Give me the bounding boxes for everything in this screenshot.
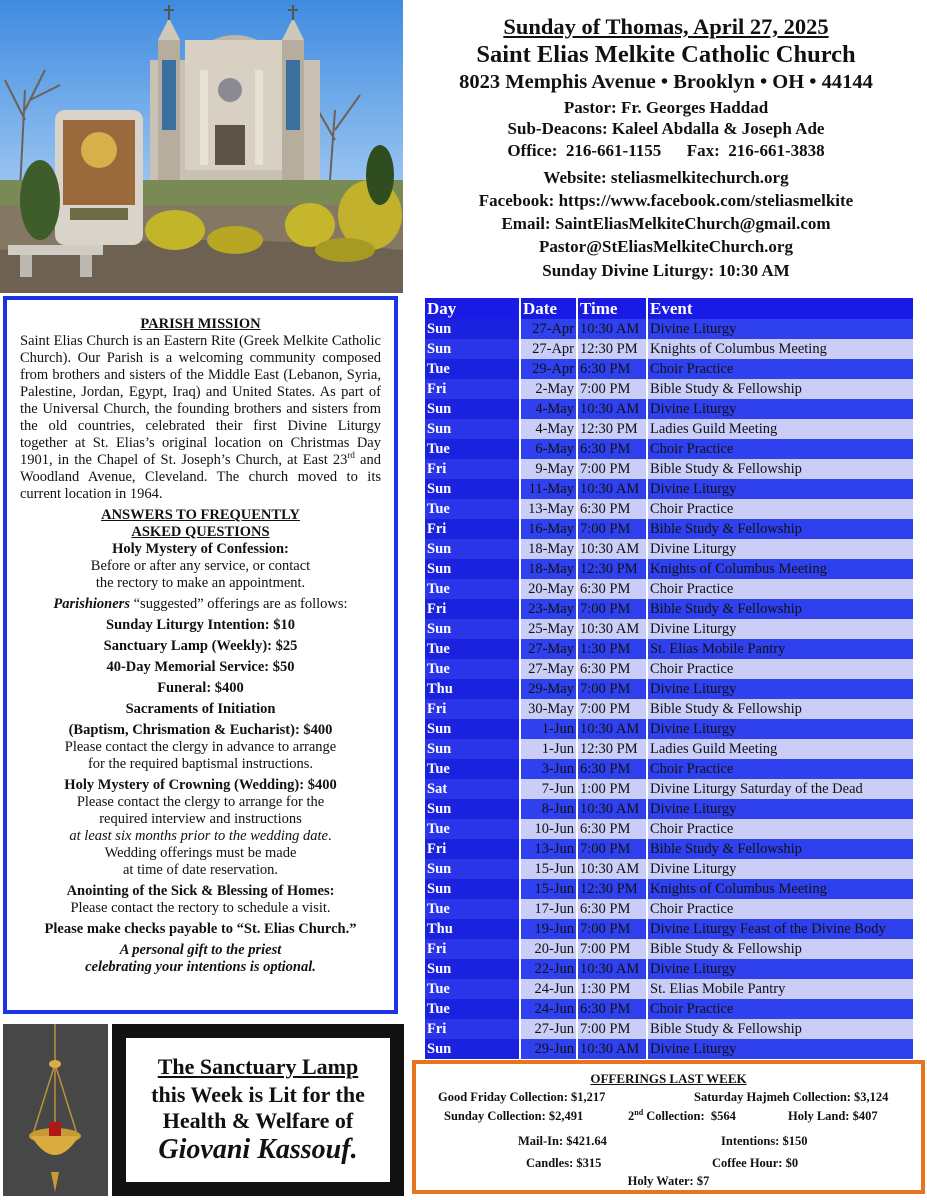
- event-name: Choir Practice: [648, 759, 915, 779]
- schedule-row: [425, 979, 915, 999]
- event-name: Choir Practice: [648, 499, 915, 519]
- event-date: 7-Jun: [521, 779, 578, 799]
- event-time: 6:30 PM: [578, 759, 648, 779]
- event-name: Divine Liturgy: [648, 679, 915, 699]
- sacraments-heading: Sacraments of Initiation: [125, 701, 276, 717]
- event-day: Tue: [425, 819, 521, 839]
- offering-funeral: Funeral: $400: [157, 680, 244, 696]
- checks-note: Please make checks payable to “St. Elias Church.”: [44, 921, 357, 937]
- schedule-row: [425, 359, 915, 379]
- bulletin-header: [405, 0, 927, 293]
- event-day: Sun: [425, 879, 521, 899]
- event-time: 7:00 PM: [578, 699, 648, 719]
- event-name: Divine Liturgy Saturday of the Dead: [648, 779, 915, 799]
- event-date: 18-May: [521, 559, 578, 579]
- schedule-row: [425, 539, 915, 559]
- event-name: Choir Practice: [648, 659, 915, 679]
- schedule-row: [425, 819, 915, 839]
- event-time: 7:00 PM: [578, 1019, 648, 1039]
- sacraments-text-1: Please contact the clergy in advance to arrange: [64, 739, 337, 755]
- event-date: 29-Jun: [521, 1039, 578, 1059]
- event-name: Divine Liturgy: [648, 959, 915, 979]
- gift-note-1: A personal gift to the priest: [119, 942, 282, 958]
- event-date: 13-Jun: [521, 839, 578, 859]
- event-date: 18-May: [521, 539, 578, 559]
- event-date: 6-May: [521, 439, 578, 459]
- event-name: Divine Liturgy: [648, 479, 915, 499]
- event-name: Divine Liturgy: [648, 719, 915, 739]
- church-name: Saint Elias Melkite Catholic Church: [476, 41, 856, 68]
- event-time: 7:00 PM: [578, 599, 648, 619]
- schedule-row: [425, 779, 915, 799]
- event-day: Fri: [425, 519, 521, 539]
- event-day: Tue: [425, 579, 521, 599]
- schedule-row: [425, 939, 915, 959]
- event-name: Choir Practice: [648, 359, 915, 379]
- event-time: 10:30 AM: [578, 539, 648, 559]
- event-name: Bible Study & Fellowship: [648, 1019, 915, 1039]
- wedding-text-4: Wedding offerings must be made: [104, 845, 297, 861]
- event-time: 10:30 AM: [578, 859, 648, 879]
- wedding-text-3: at least six months prior to the wedding date.: [69, 828, 332, 844]
- event-name: St. Elias Mobile Pantry: [648, 979, 915, 999]
- schedule-row: [425, 339, 915, 359]
- event-day: Sun: [425, 319, 521, 339]
- event-name: Knights of Columbus Meeting: [648, 879, 915, 899]
- event-name: Bible Study & Fellowship: [648, 519, 915, 539]
- event-date: 15-Jun: [521, 859, 578, 879]
- gift-note-2: celebrating your intentions is optional.: [85, 959, 316, 975]
- event-day: Sun: [425, 619, 521, 639]
- event-time: 6:30 PM: [578, 899, 648, 919]
- event-date: 20-Jun: [521, 939, 578, 959]
- offering-intention: Sunday Liturgy Intention: $10: [106, 617, 295, 633]
- liturgy-time-line: Sunday Divine Liturgy: 10:30 AM: [542, 261, 790, 280]
- event-day: Fri: [425, 1019, 521, 1039]
- event-date: 4-May: [521, 399, 578, 419]
- schedule-row: [425, 879, 915, 899]
- event-name: Choir Practice: [648, 439, 915, 459]
- lamp-line-3: Health & Welfare of: [162, 1108, 354, 1133]
- schedule-row: [425, 899, 915, 919]
- schedule-row: [425, 679, 915, 699]
- wedding-text-1: Please contact the clergy to arrange for the: [76, 794, 325, 810]
- event-day: Tue: [425, 359, 521, 379]
- offering-good-friday: Good Friday Collection: $1,217: [438, 1090, 606, 1104]
- event-day: Tue: [425, 499, 521, 519]
- facebook-line[interactable]: Facebook: https://www.facebook.com/steliasmelkite: [478, 191, 854, 210]
- offering-holy-land: Holy Land: $407: [788, 1109, 878, 1123]
- event-time: 10:30 AM: [578, 319, 648, 339]
- event-date: 27-Jun: [521, 1019, 578, 1039]
- event-day: Tue: [425, 659, 521, 679]
- lamp-honoree: Giovani Kassouf.: [158, 1134, 358, 1165]
- schedule-row: [425, 659, 915, 679]
- event-date: 29-May: [521, 679, 578, 699]
- event-time: 6:30 PM: [578, 999, 648, 1019]
- event-name: Divine Liturgy: [648, 619, 915, 639]
- event-time: 10:30 AM: [578, 959, 648, 979]
- event-time: 12:30 PM: [578, 419, 648, 439]
- header-date: Date: [521, 298, 578, 319]
- event-time: 6:30 PM: [578, 819, 648, 839]
- sanctuary-lamp-dedication: [126, 1038, 390, 1182]
- event-time: 10:30 AM: [578, 479, 648, 499]
- offerings-title: OFFERINGS LAST WEEK: [590, 1071, 747, 1086]
- event-time: 6:30 PM: [578, 439, 648, 459]
- schedule-row: [425, 859, 915, 879]
- sub-deacons-line: Sub-Deacons: Kaleel Abdalla & Joseph Ade: [507, 119, 825, 138]
- offerings-box: [412, 1060, 925, 1194]
- event-time: 6:30 PM: [578, 499, 648, 519]
- event-time: 1:00 PM: [578, 779, 648, 799]
- event-name: Choir Practice: [648, 999, 915, 1019]
- event-date: 1-Jun: [521, 719, 578, 739]
- schedule-row: [425, 959, 915, 979]
- event-date: 2-May: [521, 379, 578, 399]
- event-time: 6:30 PM: [578, 659, 648, 679]
- event-date: 1-Jun: [521, 739, 578, 759]
- event-day: Fri: [425, 699, 521, 719]
- event-day: Fri: [425, 599, 521, 619]
- events-schedule-table: [425, 298, 915, 1059]
- schedule-row: [425, 499, 915, 519]
- event-time: 1:30 PM: [578, 979, 648, 999]
- event-name: Divine Liturgy: [648, 799, 915, 819]
- anointing-heading: Anointing of the Sick & Blessing of Homes:: [66, 883, 335, 899]
- event-name: Bible Study & Fellowship: [648, 379, 915, 399]
- offering-sunday: Sunday Collection: $2,491: [444, 1109, 584, 1123]
- event-time: 6:30 PM: [578, 579, 648, 599]
- event-day: Sun: [425, 799, 521, 819]
- event-date: 27-May: [521, 659, 578, 679]
- schedule-row: [425, 579, 915, 599]
- offering-second: 2nd Collection: $564: [628, 1107, 736, 1123]
- schedule-row: [425, 639, 915, 659]
- schedule-row: [425, 319, 915, 339]
- event-time: 7:00 PM: [578, 919, 648, 939]
- sanctuary-lamp-frame: [112, 1024, 404, 1196]
- church-photo: [0, 0, 403, 293]
- schedule-row: [425, 399, 915, 419]
- event-day: Sun: [425, 859, 521, 879]
- schedule-row: [425, 1019, 915, 1039]
- offering-coffee: Coffee Hour: $0: [712, 1156, 799, 1170]
- event-date: 27-May: [521, 639, 578, 659]
- offering-hajmeh: Saturday Hajmeh Collection: $3,124: [694, 1090, 889, 1104]
- schedule-row: [425, 619, 915, 639]
- offering-lamp: Sanctuary Lamp (Weekly): $25: [103, 638, 298, 654]
- schedule-row: [425, 519, 915, 539]
- offering-memorial: 40-Day Memorial Service: $50: [106, 659, 295, 675]
- event-day: Tue: [425, 899, 521, 919]
- schedule-row: [425, 839, 915, 859]
- event-day: Sat: [425, 779, 521, 799]
- event-day: Sun: [425, 479, 521, 499]
- event-date: 24-Jun: [521, 999, 578, 1019]
- lamp-line-1: The Sanctuary Lamp: [157, 1054, 359, 1079]
- event-name: Divine Liturgy: [648, 399, 915, 419]
- header-event: Event: [648, 298, 915, 319]
- event-date: 15-Jun: [521, 879, 578, 899]
- event-day: Thu: [425, 679, 521, 699]
- schedule-row: [425, 919, 915, 939]
- event-time: 10:30 AM: [578, 619, 648, 639]
- bulletin-date-title: Sunday of Thomas, April 27, 2025: [503, 14, 829, 39]
- schedule-row: [425, 999, 915, 1019]
- event-day: Sun: [425, 539, 521, 559]
- event-date: 4-May: [521, 419, 578, 439]
- event-day: Sun: [425, 559, 521, 579]
- event-time: 10:30 AM: [578, 719, 648, 739]
- schedule-row: [425, 599, 915, 619]
- schedule-row: [425, 379, 915, 399]
- pastor-email-line[interactable]: Pastor@StEliasMelkiteChurch.org: [539, 237, 793, 256]
- schedule-row: [425, 559, 915, 579]
- confession-text-2: the rectory to make an appointment.: [95, 575, 306, 591]
- header-day: Day: [425, 298, 521, 319]
- event-date: 11-May: [521, 479, 578, 499]
- website-line[interactable]: Website: steliasmelkitechurch.org: [543, 168, 789, 187]
- schedule-row: [425, 799, 915, 819]
- event-name: Choir Practice: [648, 579, 915, 599]
- event-date: 19-Jun: [521, 919, 578, 939]
- event-time: 12:30 PM: [578, 739, 648, 759]
- faq-title-2: ASKED QUESTIONS: [131, 524, 270, 540]
- faq-title-1: ANSWERS TO FREQUENTLY: [101, 507, 300, 523]
- event-time: 7:00 PM: [578, 939, 648, 959]
- event-date: 23-May: [521, 599, 578, 619]
- schedule-row: [425, 419, 915, 439]
- event-date: 16-May: [521, 519, 578, 539]
- schedule-row: [425, 479, 915, 499]
- event-date: 17-Jun: [521, 899, 578, 919]
- event-day: Fri: [425, 839, 521, 859]
- event-name: Divine Liturgy: [648, 539, 915, 559]
- event-name: Choir Practice: [648, 819, 915, 839]
- event-date: 24-Jun: [521, 979, 578, 999]
- event-day: Tue: [425, 999, 521, 1019]
- event-day: Sun: [425, 339, 521, 359]
- event-time: 12:30 PM: [578, 879, 648, 899]
- header-time: Time: [578, 298, 648, 319]
- event-name: Ladies Guild Meeting: [648, 419, 915, 439]
- event-time: 10:30 AM: [578, 799, 648, 819]
- event-day: Sun: [425, 419, 521, 439]
- sacraments-sub: (Baptism, Chrismation & Eucharist): $400: [68, 722, 333, 738]
- wedding-heading: Holy Mystery of Crowning (Wedding): $400: [64, 777, 337, 793]
- event-time: 7:00 PM: [578, 679, 648, 699]
- event-day: Tue: [425, 639, 521, 659]
- event-day: Fri: [425, 939, 521, 959]
- church-address: 8023 Memphis Avenue • Brooklyn • OH • 44144: [459, 71, 873, 93]
- event-name: Bible Study & Fellowship: [648, 839, 915, 859]
- confession-text-1: Before or after any service, or contact: [90, 558, 311, 574]
- event-name: Knights of Columbus Meeting: [648, 339, 915, 359]
- pastor-line: Pastor: Fr. Georges Haddad: [563, 98, 769, 117]
- event-date: 30-May: [521, 699, 578, 719]
- offering-holy-water: Holy Water: $7: [627, 1174, 710, 1188]
- event-day: Sun: [425, 399, 521, 419]
- mission-title: PARISH MISSION: [140, 316, 261, 332]
- anointing-text: Please contact the rectory to schedule a visit.: [70, 900, 331, 916]
- schedule-row: [425, 1039, 915, 1059]
- event-day: Tue: [425, 979, 521, 999]
- wedding-text-5: at time of date reservation.: [122, 862, 278, 878]
- schedule-header-row: [425, 298, 915, 319]
- wedding-text-2: required interview and instructions: [99, 811, 302, 827]
- offering-mail-in: Mail-In: $421.64: [518, 1134, 607, 1148]
- event-time: 6:30 PM: [578, 359, 648, 379]
- schedule-row: [425, 719, 915, 739]
- event-date: 10-Jun: [521, 819, 578, 839]
- event-date: 13-May: [521, 499, 578, 519]
- event-time: 12:30 PM: [578, 339, 648, 359]
- event-time: 7:00 PM: [578, 379, 648, 399]
- event-time: 7:00 PM: [578, 459, 648, 479]
- event-date: 27-Apr: [521, 339, 578, 359]
- event-name: Knights of Columbus Meeting: [648, 559, 915, 579]
- office-fax-line: Office: 216-661-1155 Fax: 216-661-3838: [507, 141, 825, 160]
- offering-intentions: Intentions: $150: [721, 1134, 808, 1148]
- event-day: Sun: [425, 719, 521, 739]
- event-time: 1:30 PM: [578, 639, 648, 659]
- event-name: St. Elias Mobile Pantry: [648, 639, 915, 659]
- offering-candles: Candles: $315: [526, 1156, 602, 1170]
- event-day: Fri: [425, 459, 521, 479]
- event-time: 10:30 AM: [578, 1039, 648, 1059]
- event-date: 3-Jun: [521, 759, 578, 779]
- mission-paragraph: Saint Elias Church is an Eastern Rite (Greek Melkite Catholic Church). Our Parish is a welcoming community composed from brothers and sisters of the Middle East (Lebanon, Syria, Palestine, Jordan, Egypt, Iraq) and United States. As part of the Universal Church, the founding brothers and sisters from the old countries, celebrated their first Divine Liturgy together at St. Elias’s original location on Christmas Day 1901, in the Chapel of St. Joseph’s Church, at East 23rd and Woodland Avenue, Cleveland. The church moved to its current location in 1964.: [20, 333, 381, 502]
- event-date: 20-May: [521, 579, 578, 599]
- event-name: Divine Liturgy: [648, 859, 915, 879]
- email-line[interactable]: Email: SaintEliasMelkiteChurch@gmail.com: [501, 214, 831, 233]
- parishioners-offerings: Parishioners “suggested” offerings are as follows:: [53, 596, 348, 612]
- event-date: 25-May: [521, 619, 578, 639]
- event-name: Divine Liturgy: [648, 1039, 915, 1059]
- event-name: Bible Study & Fellowship: [648, 599, 915, 619]
- event-date: 9-May: [521, 459, 578, 479]
- event-time: 7:00 PM: [578, 839, 648, 859]
- event-date: 29-Apr: [521, 359, 578, 379]
- event-name: Bible Study & Fellowship: [648, 939, 915, 959]
- event-time: 7:00 PM: [578, 519, 648, 539]
- event-name: Bible Study & Fellowship: [648, 699, 915, 719]
- event-time: 12:30 PM: [578, 559, 648, 579]
- event-name: Ladies Guild Meeting: [648, 739, 915, 759]
- schedule-row: [425, 459, 915, 479]
- schedule-row: [425, 699, 915, 719]
- parish-mission-box: [3, 296, 398, 1014]
- confession-heading: Holy Mystery of Confession:: [112, 541, 289, 557]
- event-date: 27-Apr: [521, 319, 578, 339]
- event-name: Divine Liturgy Feast of the Divine Body: [648, 919, 915, 939]
- event-day: Sun: [425, 959, 521, 979]
- schedule-row: [425, 739, 915, 759]
- event-name: Choir Practice: [648, 899, 915, 919]
- event-day: Thu: [425, 919, 521, 939]
- sacraments-text-2: for the required baptismal instructions.: [87, 756, 314, 772]
- event-day: Fri: [425, 379, 521, 399]
- schedule-row: [425, 759, 915, 779]
- event-date: 22-Jun: [521, 959, 578, 979]
- event-day: Sun: [425, 1039, 521, 1059]
- event-day: Sun: [425, 739, 521, 759]
- event-name: Divine Liturgy: [648, 319, 915, 339]
- sanctuary-lamp-photo: [3, 1024, 108, 1196]
- event-name: Bible Study & Fellowship: [648, 459, 915, 479]
- schedule-row: [425, 439, 915, 459]
- event-time: 10:30 AM: [578, 399, 648, 419]
- event-date: 8-Jun: [521, 799, 578, 819]
- event-day: Tue: [425, 439, 521, 459]
- event-day: Tue: [425, 759, 521, 779]
- lamp-line-2: this Week is Lit for the: [151, 1082, 365, 1107]
